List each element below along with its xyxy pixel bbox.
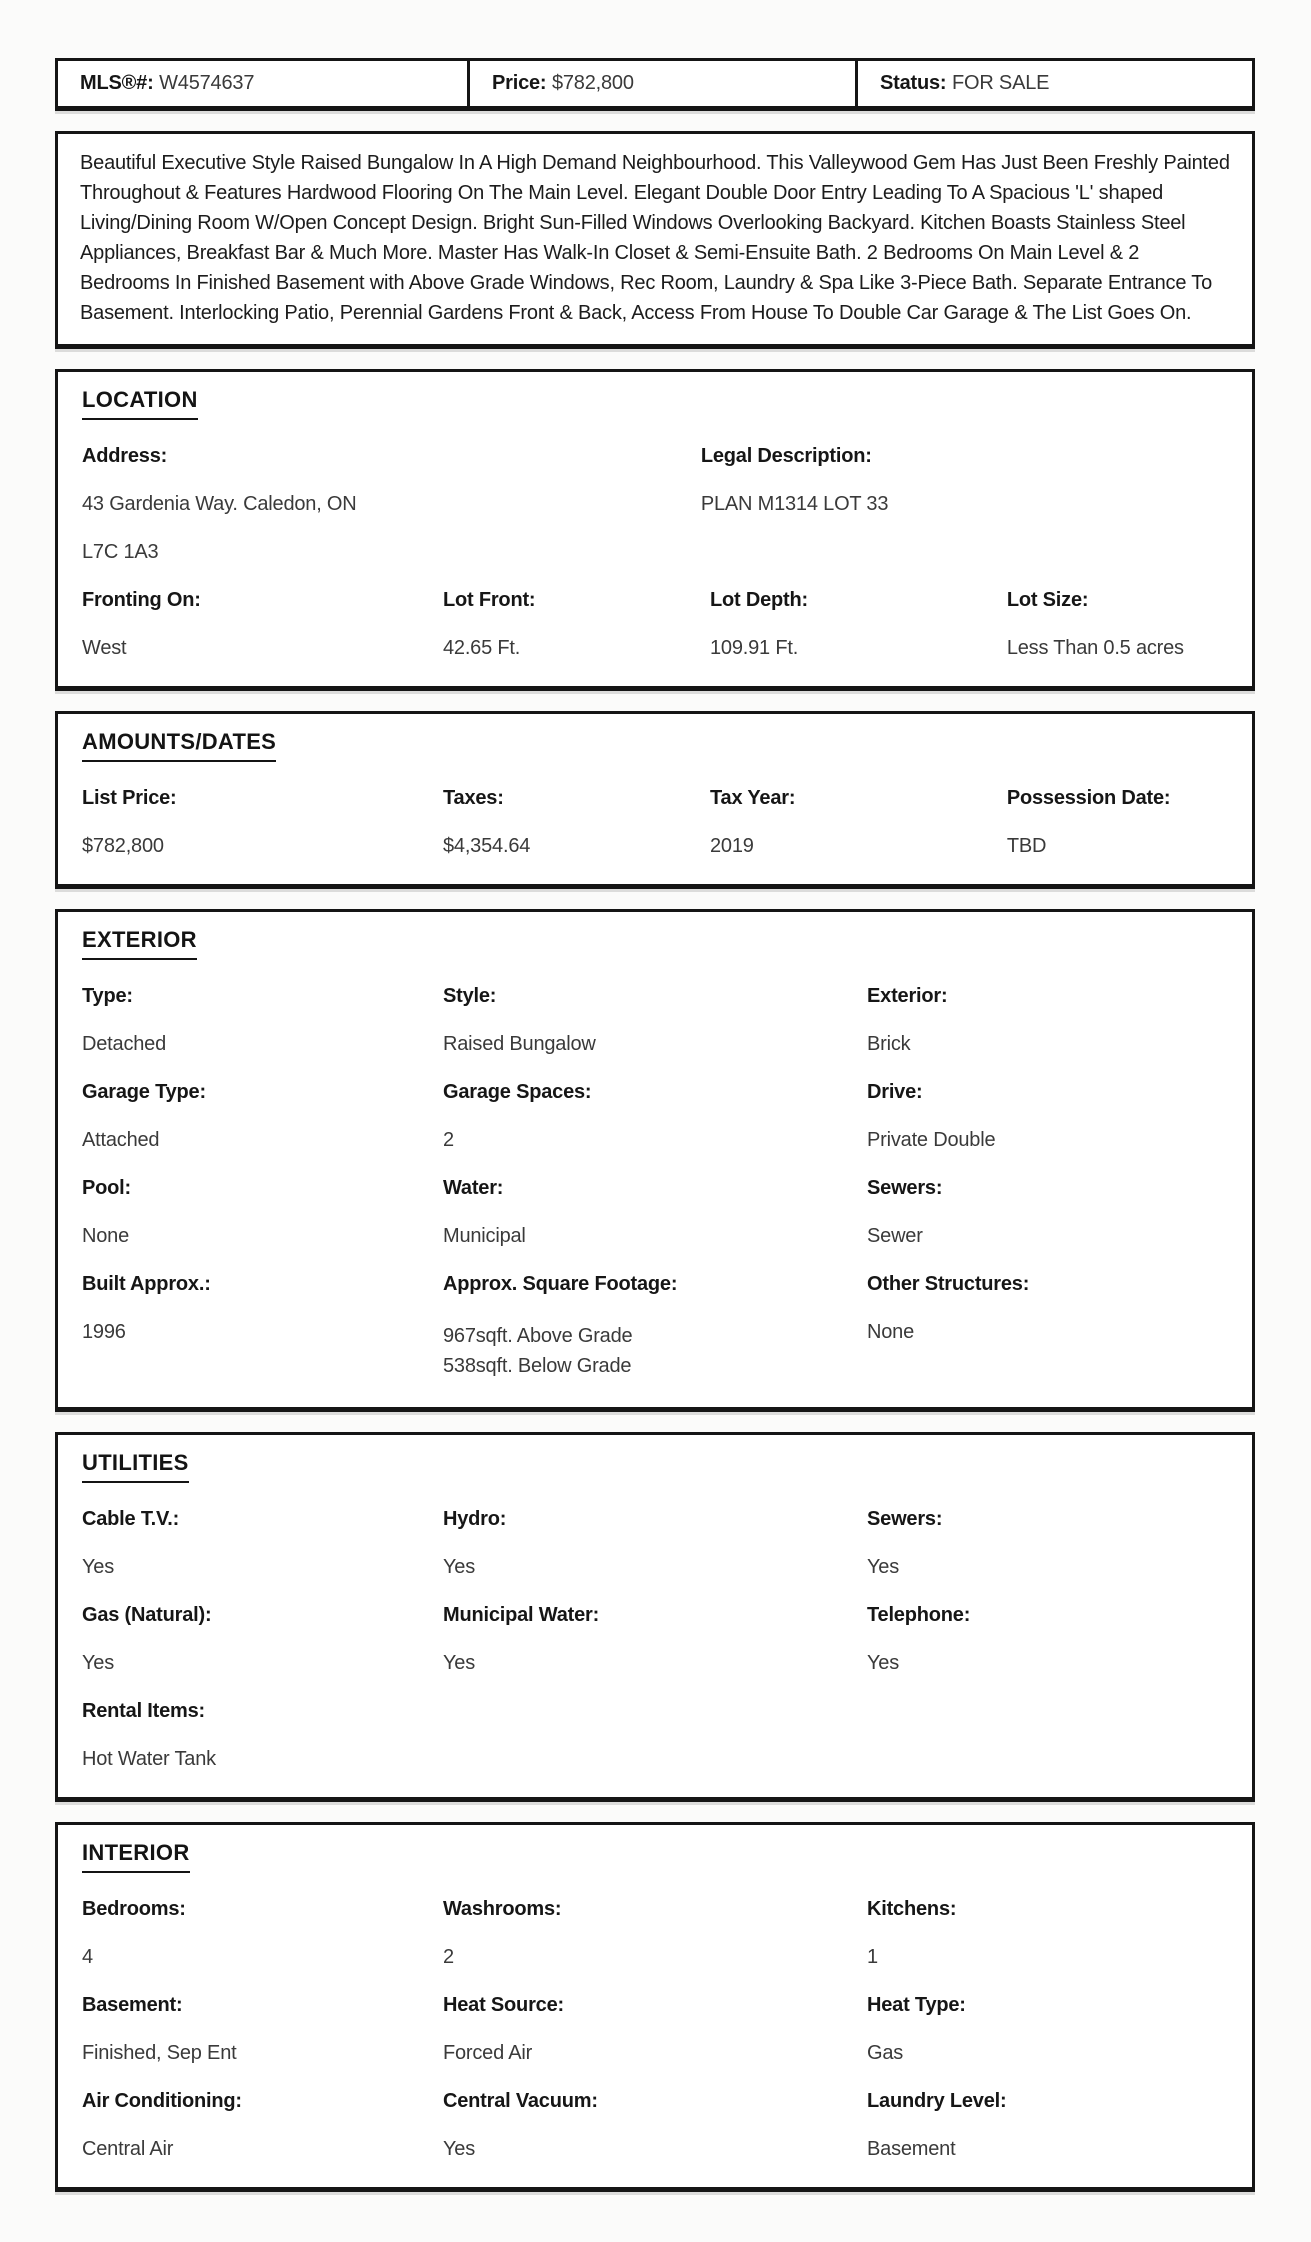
drive-value: Private Double bbox=[867, 1129, 996, 1151]
other-structures-label: Other Structures: bbox=[867, 1273, 1030, 1295]
section-location bbox=[55, 369, 1255, 691]
washrooms-label: Washrooms: bbox=[442, 1898, 562, 1920]
pool-label: Pool: bbox=[82, 1177, 131, 1199]
bedrooms-label: Bedrooms: bbox=[82, 1898, 186, 1920]
utilities-values-row-1 bbox=[82, 1556, 1228, 1579]
municipal-water-label: Municipal Water: bbox=[442, 1604, 600, 1626]
heat-source-label: Heat Source: bbox=[442, 1994, 564, 2016]
lot-size-value: Less Than 0.5 acres bbox=[1006, 637, 1184, 659]
garage-type-value: Attached bbox=[82, 1129, 160, 1151]
garage-spaces-label: Garage Spaces: bbox=[442, 1081, 592, 1103]
address-label: Address: bbox=[82, 445, 168, 467]
heat-type-value: Gas bbox=[867, 2042, 904, 2064]
tax-year-value: 2019 bbox=[710, 835, 754, 857]
mls-number-value: W4574637 bbox=[159, 72, 255, 94]
interior-labels-row-1 bbox=[82, 1898, 1228, 1921]
square-footage-label: Approx. Square Footage: bbox=[442, 1273, 678, 1295]
kitchens-value: 1 bbox=[867, 1946, 878, 1968]
lot-depth-label: Lot Depth: bbox=[710, 589, 808, 611]
square-footage-above-grade: 967sqft. Above Grade bbox=[442, 1325, 633, 1347]
utilities-section-title: UTILITIES bbox=[82, 1450, 189, 1483]
possession-date-value: TBD bbox=[1006, 835, 1047, 857]
fronting-on-label: Fronting On: bbox=[82, 589, 201, 611]
empty-cell bbox=[701, 541, 1228, 564]
exterior-labels-row-1 bbox=[82, 985, 1228, 1008]
laundry-level-value: Basement bbox=[867, 2138, 956, 2160]
location-labels-row-2 bbox=[82, 589, 1228, 612]
interior-values-row-1 bbox=[82, 1946, 1228, 1969]
location-section-title: LOCATION bbox=[82, 387, 198, 420]
possession-date-label: Possession Date: bbox=[1006, 787, 1171, 809]
built-approx-label: Built Approx.: bbox=[82, 1273, 211, 1295]
fronting-on-value: West bbox=[82, 637, 127, 659]
taxes-value: $4,354.64 bbox=[442, 835, 531, 857]
utilities-sewers-label: Sewers: bbox=[867, 1508, 943, 1530]
utilities-labels-row-2 bbox=[82, 1604, 1228, 1627]
central-vacuum-label: Central Vacuum: bbox=[442, 2090, 598, 2112]
interior-section-title: INTERIOR bbox=[82, 1840, 190, 1873]
price-cell bbox=[467, 61, 855, 106]
central-vacuum-value: Yes bbox=[442, 2138, 476, 2160]
exterior-values-row-4 bbox=[82, 1321, 1228, 1381]
style-label: Style: bbox=[442, 985, 497, 1007]
taxes-label: Taxes: bbox=[442, 787, 504, 809]
garage-spaces-value: 2 bbox=[442, 1129, 454, 1151]
gas-natural-value: Yes bbox=[82, 1652, 115, 1674]
interior-labels-row-3 bbox=[82, 2090, 1228, 2113]
utilities-labels-row-1 bbox=[82, 1508, 1228, 1531]
listing-page bbox=[55, 58, 1255, 2192]
interior-values-row-2 bbox=[82, 2042, 1228, 2065]
interior-labels-row-2 bbox=[82, 1994, 1228, 2017]
basement-label: Basement: bbox=[82, 1994, 183, 2016]
style-value: Raised Bungalow bbox=[442, 1033, 596, 1055]
other-structures-value: None bbox=[867, 1321, 915, 1343]
cable-tv-value: Yes bbox=[82, 1556, 115, 1578]
square-footage-value bbox=[443, 1321, 867, 1381]
location-values-row-1 bbox=[82, 493, 1228, 516]
heat-source-value: Forced Air bbox=[442, 2042, 533, 2064]
amounts-dates-section-title: AMOUNTS/DATES bbox=[82, 729, 276, 762]
amounts-values-row bbox=[82, 835, 1228, 858]
pool-value: None bbox=[82, 1225, 130, 1247]
kitchens-label: Kitchens: bbox=[867, 1898, 957, 1920]
address-value-line2: L7C 1A3 bbox=[82, 541, 159, 563]
status-cell bbox=[855, 61, 1252, 106]
location-values-row-2 bbox=[82, 541, 1228, 564]
interior-values-row-3 bbox=[82, 2138, 1228, 2161]
type-label: Type: bbox=[82, 985, 133, 1007]
section-exterior bbox=[55, 909, 1255, 1412]
exterior-values-row-1 bbox=[82, 1033, 1228, 1056]
amounts-labels-row bbox=[82, 787, 1228, 810]
section-amounts-dates bbox=[55, 711, 1255, 889]
exterior-values-row-2 bbox=[82, 1129, 1228, 1152]
municipal-water-value: Yes bbox=[442, 1652, 476, 1674]
lot-size-label: Lot Size: bbox=[1006, 589, 1089, 611]
drive-label: Drive: bbox=[867, 1081, 923, 1103]
exterior-section-title: EXTERIOR bbox=[82, 927, 197, 960]
listing-header bbox=[55, 58, 1255, 111]
utilities-sewers-value: Yes bbox=[867, 1556, 900, 1578]
sewers-label: Sewers: bbox=[867, 1177, 943, 1199]
lot-front-label: Lot Front: bbox=[442, 589, 536, 611]
section-utilities bbox=[55, 1432, 1255, 1802]
legal-description-value: PLAN M1314 LOT 33 bbox=[700, 493, 889, 515]
rental-items-value-row bbox=[82, 1748, 1228, 1771]
air-conditioning-label: Air Conditioning: bbox=[82, 2090, 242, 2112]
cable-tv-label: Cable T.V.: bbox=[82, 1508, 180, 1530]
property-description-text: Beautiful Executive Style Raised Bungalow In A High Demand Neighbourhood. This Valleywood Gem Has Just Been Freshly Painted Throughout & Features Hardwood Flooring On The Main Level. Elegant Double Door Entry Leading To A Spacious 'L' shaped Living/Dining Room W/Open Concept Design. Bright Sun-Filled Windows Overlooking Backyard. Kitchen Boasts Stainless Steel Appliances, Breakfast Bar & Much More. Master Has Walk-In Closet & Semi-Ensuite Bath. 2 Bedrooms On Main Level & 2 Bedrooms In Finished Basement with Above Grade Windows, Rec Room, Laundry & Spa Like 3-Piece Bath. Separate Entrance To Basement. Interlocking Patio, Perennial Gardens Front & Back, Access From House To Double Car Garage & The List Goes On. bbox=[80, 152, 1230, 324]
list-price-value: $782,800 bbox=[82, 835, 164, 857]
square-footage-below-grade: 538sqft. Below Grade bbox=[442, 1355, 632, 1377]
address-value-line1: 43 Gardenia Way. Caledon, ON bbox=[82, 493, 357, 515]
exterior-labels-row-3 bbox=[82, 1177, 1228, 1200]
basement-value: Finished, Sep Ent bbox=[82, 2042, 237, 2064]
list-price-label: List Price: bbox=[82, 787, 177, 809]
hydro-value: Yes bbox=[442, 1556, 476, 1578]
built-approx-value: 1996 bbox=[82, 1321, 126, 1343]
exterior-labels-row-4 bbox=[82, 1273, 1228, 1296]
price-label: Price: bbox=[492, 72, 547, 94]
water-value: Municipal bbox=[442, 1225, 526, 1247]
lot-depth-value: 109.91 Ft. bbox=[710, 637, 799, 659]
status-label: Status: bbox=[880, 72, 947, 94]
utilities-values-row-2 bbox=[82, 1652, 1228, 1675]
exterior-label: Exterior: bbox=[867, 985, 948, 1007]
exterior-labels-row-2 bbox=[82, 1081, 1228, 1104]
legal-description-label: Legal Description: bbox=[700, 445, 872, 467]
status-value: FOR SALE bbox=[951, 72, 1050, 94]
washrooms-value: 2 bbox=[442, 1946, 454, 1968]
price-value: $782,800 bbox=[551, 72, 634, 94]
heat-type-label: Heat Type: bbox=[867, 1994, 966, 2016]
sewers-value: Sewer bbox=[867, 1225, 923, 1247]
laundry-level-label: Laundry Level: bbox=[867, 2090, 1007, 2112]
garage-type-label: Garage Type: bbox=[82, 1081, 206, 1103]
location-values-row-3 bbox=[82, 637, 1228, 660]
air-conditioning-value: Central Air bbox=[82, 2138, 174, 2160]
mls-number-label: MLS®#: bbox=[80, 72, 154, 94]
type-value: Detached bbox=[82, 1033, 167, 1055]
telephone-value: Yes bbox=[867, 1652, 900, 1674]
mls-number-cell bbox=[58, 61, 467, 106]
telephone-label: Telephone: bbox=[867, 1604, 971, 1626]
gas-natural-label: Gas (Natural): bbox=[82, 1604, 212, 1626]
exterior-value: Brick bbox=[867, 1033, 911, 1055]
water-label: Water: bbox=[442, 1177, 504, 1199]
tax-year-label: Tax Year: bbox=[710, 787, 796, 809]
section-interior bbox=[55, 1822, 1255, 2192]
rental-items-label-row bbox=[82, 1700, 1228, 1723]
bedrooms-value: 4 bbox=[82, 1946, 93, 1968]
property-description-box bbox=[55, 131, 1255, 349]
exterior-values-row-3 bbox=[82, 1225, 1228, 1248]
hydro-label: Hydro: bbox=[442, 1508, 507, 1530]
rental-items-label: Rental Items: bbox=[82, 1700, 205, 1722]
lot-front-value: 42.65 Ft. bbox=[442, 637, 521, 659]
location-labels-row-1 bbox=[82, 445, 1228, 468]
rental-items-value: Hot Water Tank bbox=[82, 1748, 216, 1770]
